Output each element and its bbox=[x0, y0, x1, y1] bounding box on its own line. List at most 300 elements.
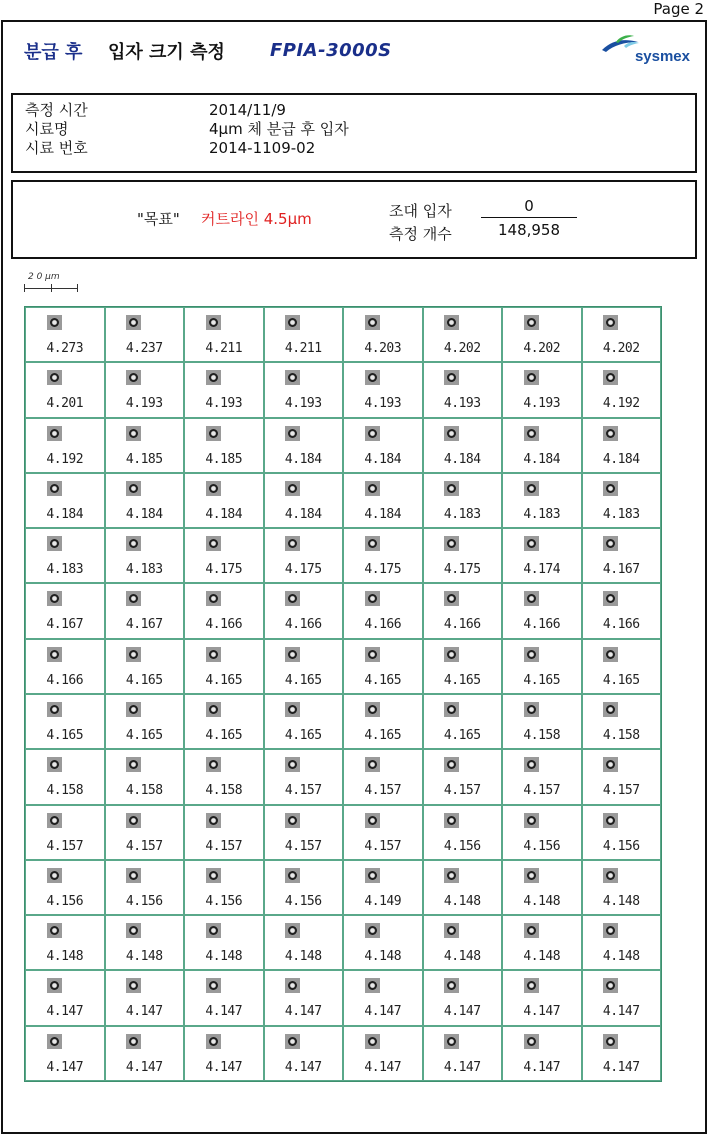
particle-cell bbox=[25, 307, 105, 362]
particle-cell bbox=[343, 915, 423, 970]
particle-image-icon bbox=[206, 370, 221, 385]
particle-cell bbox=[502, 749, 582, 804]
particle-diameter: 4.156 bbox=[125, 893, 163, 909]
particle-cell bbox=[264, 307, 344, 362]
particle-image-icon bbox=[444, 370, 459, 385]
particle-cell bbox=[502, 805, 582, 860]
particle-cell bbox=[582, 473, 662, 528]
particle-image-icon bbox=[444, 757, 459, 772]
particle-image-icon bbox=[524, 426, 539, 441]
particle-diameter: 4.148 bbox=[284, 949, 322, 965]
particle-cell bbox=[105, 528, 185, 583]
particle-image-icon bbox=[524, 481, 539, 496]
particle-diameter: 4.193 bbox=[125, 396, 163, 412]
particle-image-icon bbox=[444, 868, 459, 883]
particle-cell bbox=[423, 528, 503, 583]
particle-diameter: 4.193 bbox=[523, 396, 561, 412]
particle-image-icon bbox=[365, 315, 380, 330]
particle-image-icon bbox=[285, 1034, 300, 1049]
particle-diameter: 4.157 bbox=[523, 783, 561, 799]
particle-diameter: 4.149 bbox=[364, 893, 402, 909]
particle-image-icon bbox=[47, 536, 62, 551]
particle-diameter: 4.165 bbox=[284, 727, 322, 743]
particle-cell bbox=[264, 1026, 344, 1081]
particle-diameter: 4.165 bbox=[125, 727, 163, 743]
particle-diameter: 4.183 bbox=[523, 506, 561, 522]
particle-cell bbox=[184, 473, 264, 528]
particle-image-icon bbox=[603, 757, 618, 772]
info-label-time: 측정 시간 bbox=[25, 101, 88, 119]
particle-diameter: 4.273 bbox=[46, 341, 84, 356]
particle-diameter: 4.175 bbox=[205, 562, 243, 578]
particle-image-icon bbox=[206, 536, 221, 551]
particle-image-icon bbox=[285, 370, 300, 385]
particle-diameter: 4.148 bbox=[125, 949, 163, 965]
particle-cell bbox=[423, 473, 503, 528]
particle-cell bbox=[582, 1026, 662, 1081]
particle-diameter: 4.192 bbox=[46, 451, 84, 467]
particle-diameter: 4.166 bbox=[364, 617, 402, 633]
scale-bar-tick bbox=[51, 284, 52, 292]
particle-diameter: 4.148 bbox=[523, 893, 561, 909]
particle-image-icon bbox=[365, 1034, 380, 1049]
particle-image-icon bbox=[206, 813, 221, 828]
particle-cell bbox=[105, 583, 185, 638]
particle-cell bbox=[423, 860, 503, 915]
particle-diameter: 4.165 bbox=[364, 672, 402, 688]
particle-image-icon bbox=[47, 868, 62, 883]
particle-image-icon bbox=[126, 370, 141, 385]
particle-image-icon bbox=[444, 591, 459, 606]
particle-cell bbox=[343, 805, 423, 860]
particle-image-icon bbox=[126, 813, 141, 828]
particle-diameter: 4.166 bbox=[523, 617, 561, 633]
particle-cell bbox=[105, 418, 185, 473]
particle-diameter: 4.165 bbox=[443, 672, 481, 688]
particle-diameter: 4.166 bbox=[443, 617, 481, 633]
particle-image-icon bbox=[524, 702, 539, 717]
particle-image-icon bbox=[285, 813, 300, 828]
particle-cell bbox=[105, 1026, 185, 1081]
particle-diameter: 4.158 bbox=[46, 783, 84, 799]
particle-image-icon bbox=[365, 702, 380, 717]
particle-image-icon bbox=[47, 923, 62, 938]
particle-diameter: 4.157 bbox=[364, 783, 402, 799]
particle-cell bbox=[343, 860, 423, 915]
particle-diameter: 4.148 bbox=[205, 949, 243, 965]
particle-cell bbox=[502, 362, 582, 417]
target-label: "목표" bbox=[137, 210, 180, 228]
particle-image-icon bbox=[126, 426, 141, 441]
particle-cell bbox=[25, 805, 105, 860]
particle-diameter: 4.202 bbox=[602, 341, 640, 356]
particle-cell bbox=[582, 418, 662, 473]
particle-diameter: 4.156 bbox=[443, 838, 481, 854]
particle-image-icon bbox=[524, 591, 539, 606]
scale-bar bbox=[24, 272, 84, 298]
particle-image-icon bbox=[126, 315, 141, 330]
count-label: 측정 개수 bbox=[389, 225, 452, 243]
particle-diameter: 4.211 bbox=[205, 341, 243, 356]
particle-diameter: 4.184 bbox=[443, 451, 481, 467]
particle-cell bbox=[582, 639, 662, 694]
particle-image-icon bbox=[603, 481, 618, 496]
particle-cell bbox=[582, 970, 662, 1025]
particle-image-icon bbox=[444, 481, 459, 496]
particle-cell bbox=[343, 307, 423, 362]
particle-diameter: 4.183 bbox=[46, 562, 84, 578]
particle-diameter: 4.184 bbox=[523, 451, 561, 467]
info-label-sample-name: 시료명 bbox=[25, 120, 69, 138]
particle-image-icon bbox=[444, 536, 459, 551]
particle-cell bbox=[105, 915, 185, 970]
particle-diameter: 4.147 bbox=[46, 1004, 84, 1020]
sysmex-logo bbox=[594, 34, 690, 70]
particle-cell bbox=[582, 694, 662, 749]
particle-diameter: 4.156 bbox=[602, 838, 640, 854]
particle-image-icon bbox=[126, 702, 141, 717]
particle-image-icon bbox=[524, 757, 539, 772]
particle-image-icon bbox=[47, 978, 62, 993]
particle-cell bbox=[25, 749, 105, 804]
particle-diameter: 4.147 bbox=[125, 1059, 163, 1075]
particle-image-icon bbox=[524, 1034, 539, 1049]
particle-cell bbox=[105, 970, 185, 1025]
particle-diameter: 4.185 bbox=[205, 451, 243, 467]
particle-diameter: 4.193 bbox=[284, 396, 322, 412]
particle-cell bbox=[25, 1026, 105, 1081]
particle-diameter: 4.175 bbox=[284, 562, 322, 578]
particle-cell bbox=[502, 473, 582, 528]
particle-diameter: 4.211 bbox=[284, 341, 322, 356]
particle-cell bbox=[502, 639, 582, 694]
particle-diameter: 4.183 bbox=[125, 562, 163, 578]
particle-diameter: 4.147 bbox=[284, 1059, 322, 1075]
particle-image-icon bbox=[365, 370, 380, 385]
particle-cell bbox=[25, 639, 105, 694]
particle-cell bbox=[264, 528, 344, 583]
particle-cell bbox=[25, 583, 105, 638]
particle-diameter: 4.183 bbox=[443, 506, 481, 522]
particle-diameter: 4.167 bbox=[602, 562, 640, 578]
info-value-time: 2014/11/9 bbox=[209, 101, 286, 119]
particle-diameter: 4.156 bbox=[284, 893, 322, 909]
particle-diameter: 4.158 bbox=[523, 727, 561, 743]
particle-cell bbox=[184, 805, 264, 860]
particle-image-icon bbox=[444, 813, 459, 828]
particle-image-icon bbox=[444, 923, 459, 938]
particle-cell bbox=[264, 583, 344, 638]
particle-image-icon bbox=[365, 591, 380, 606]
particle-image-icon bbox=[47, 702, 62, 717]
particle-cell bbox=[264, 860, 344, 915]
particle-image-icon bbox=[603, 702, 618, 717]
particle-diameter: 4.237 bbox=[125, 341, 163, 356]
particle-diameter: 4.183 bbox=[602, 506, 640, 522]
particle-diameter: 4.202 bbox=[443, 341, 481, 356]
particle-diameter: 4.148 bbox=[602, 949, 640, 965]
particle-cell bbox=[264, 473, 344, 528]
particle-image-icon bbox=[444, 978, 459, 993]
particle-cell bbox=[582, 583, 662, 638]
particle-diameter: 4.202 bbox=[523, 341, 561, 356]
info-value-sample-name: 4μm 체 분급 후 입자 bbox=[209, 120, 349, 138]
particle-image-icon bbox=[47, 647, 62, 662]
particle-diameter: 4.158 bbox=[602, 727, 640, 743]
particle-cell bbox=[184, 694, 264, 749]
particle-diameter: 4.157 bbox=[284, 838, 322, 854]
particle-image-icon bbox=[47, 757, 62, 772]
particle-cell bbox=[105, 805, 185, 860]
particle-diameter: 4.147 bbox=[364, 1004, 402, 1020]
particle-diameter: 4.174 bbox=[523, 562, 561, 578]
particle-image-icon bbox=[365, 647, 380, 662]
particle-cell bbox=[343, 528, 423, 583]
particle-diameter: 4.193 bbox=[443, 396, 481, 412]
particle-cell bbox=[184, 528, 264, 583]
sample-info-box bbox=[11, 93, 697, 173]
particle-diameter: 4.148 bbox=[523, 949, 561, 965]
particle-image-icon bbox=[285, 481, 300, 496]
particle-cell bbox=[25, 528, 105, 583]
particle-diameter: 4.165 bbox=[523, 672, 561, 688]
particle-diameter: 4.184 bbox=[364, 451, 402, 467]
scale-bar-tick bbox=[77, 284, 78, 292]
particle-cell bbox=[105, 307, 185, 362]
particle-cell bbox=[502, 694, 582, 749]
particle-diameter: 4.175 bbox=[443, 562, 481, 578]
particle-diameter: 4.184 bbox=[46, 506, 84, 522]
particle-image-icon bbox=[206, 315, 221, 330]
particle-image-icon bbox=[603, 536, 618, 551]
particle-diameter: 4.184 bbox=[284, 506, 322, 522]
particle-cell bbox=[105, 362, 185, 417]
particle-image-icon bbox=[285, 426, 300, 441]
particle-diameter: 4.148 bbox=[364, 949, 402, 965]
particle-cell bbox=[25, 915, 105, 970]
particle-diameter: 4.156 bbox=[205, 893, 243, 909]
info-value-sample-number: 2014-1109-02 bbox=[209, 139, 316, 157]
particle-image-icon bbox=[444, 315, 459, 330]
particle-diameter: 4.147 bbox=[364, 1059, 402, 1075]
particle-cell bbox=[502, 915, 582, 970]
particle-cell bbox=[264, 418, 344, 473]
particle-diameter: 4.167 bbox=[125, 617, 163, 633]
particle-image-icon bbox=[47, 315, 62, 330]
particle-diameter: 4.167 bbox=[46, 617, 84, 633]
particle-cell bbox=[343, 1026, 423, 1081]
particle-diameter: 4.201 bbox=[46, 396, 84, 412]
particle-image-icon bbox=[126, 757, 141, 772]
particle-image-icon bbox=[603, 978, 618, 993]
particle-image-icon bbox=[206, 481, 221, 496]
particle-image-icon bbox=[47, 1034, 62, 1049]
particle-image-icon bbox=[206, 702, 221, 717]
particle-diameter: 4.158 bbox=[205, 783, 243, 799]
particle-diameter: 4.148 bbox=[46, 949, 84, 965]
particle-diameter: 4.157 bbox=[602, 783, 640, 799]
particle-cell bbox=[502, 418, 582, 473]
count-value: 148,958 bbox=[497, 221, 561, 239]
particle-diameter: 4.165 bbox=[205, 727, 243, 743]
particle-diameter: 4.165 bbox=[205, 672, 243, 688]
particle-image-icon bbox=[206, 757, 221, 772]
particle-cell bbox=[105, 749, 185, 804]
particle-image-icon bbox=[365, 757, 380, 772]
particle-image-icon bbox=[444, 702, 459, 717]
particle-cell bbox=[343, 583, 423, 638]
particle-image-icon bbox=[365, 426, 380, 441]
particle-cell bbox=[582, 528, 662, 583]
particle-diameter: 4.147 bbox=[523, 1059, 561, 1075]
particle-diameter: 4.147 bbox=[443, 1059, 481, 1075]
particle-image-icon bbox=[47, 426, 62, 441]
particle-cell bbox=[502, 528, 582, 583]
particle-image-icon bbox=[603, 315, 618, 330]
particle-image-icon bbox=[524, 868, 539, 883]
particle-cell bbox=[423, 749, 503, 804]
particle-image-icon bbox=[47, 591, 62, 606]
particle-diameter: 4.156 bbox=[523, 838, 561, 854]
particle-cell bbox=[184, 749, 264, 804]
particle-image-icon bbox=[365, 813, 380, 828]
particle-diameter: 4.165 bbox=[284, 672, 322, 688]
particle-image-icon bbox=[285, 315, 300, 330]
particle-diameter: 4.147 bbox=[284, 1004, 322, 1020]
particle-diameter: 4.165 bbox=[602, 672, 640, 688]
particle-image-icon bbox=[126, 647, 141, 662]
particle-image-icon bbox=[365, 481, 380, 496]
particle-image-icon bbox=[126, 1034, 141, 1049]
particle-image-icon bbox=[206, 923, 221, 938]
particle-cell bbox=[264, 805, 344, 860]
particle-image-icon bbox=[285, 923, 300, 938]
particle-cell bbox=[423, 970, 503, 1025]
stat-divider bbox=[481, 217, 577, 218]
particle-cell bbox=[343, 694, 423, 749]
particle-image-icon bbox=[126, 978, 141, 993]
particle-image-icon bbox=[206, 426, 221, 441]
particle-diameter: 4.147 bbox=[602, 1004, 640, 1020]
particle-cell bbox=[423, 362, 503, 417]
particle-cell bbox=[423, 583, 503, 638]
particle-diameter: 4.147 bbox=[443, 1004, 481, 1020]
particle-cell bbox=[582, 307, 662, 362]
particle-diameter: 4.203 bbox=[364, 341, 402, 356]
page-number: Page 2 bbox=[653, 0, 704, 18]
particle-diameter: 4.158 bbox=[125, 783, 163, 799]
particle-cell bbox=[582, 362, 662, 417]
particle-cell bbox=[423, 418, 503, 473]
particle-image-icon bbox=[206, 978, 221, 993]
particle-diameter: 4.184 bbox=[602, 451, 640, 467]
particle-cell bbox=[184, 970, 264, 1025]
particle-image-icon bbox=[206, 868, 221, 883]
particle-cell bbox=[25, 970, 105, 1025]
particle-image-icon bbox=[47, 370, 62, 385]
report-title: 입자 크기 측정 bbox=[108, 42, 225, 63]
particle-cell bbox=[343, 473, 423, 528]
particle-cell bbox=[264, 362, 344, 417]
report-header bbox=[24, 38, 694, 68]
particle-cell bbox=[25, 473, 105, 528]
particle-diameter: 4.147 bbox=[205, 1059, 243, 1075]
particle-cell bbox=[25, 860, 105, 915]
particle-image-icon bbox=[603, 868, 618, 883]
particle-cell bbox=[264, 915, 344, 970]
particle-diameter: 4.157 bbox=[46, 838, 84, 854]
particle-cell bbox=[184, 307, 264, 362]
particle-cell bbox=[502, 1026, 582, 1081]
particle-cell bbox=[25, 694, 105, 749]
particle-image-icon bbox=[206, 647, 221, 662]
particle-diameter: 4.166 bbox=[284, 617, 322, 633]
particle-diameter: 4.147 bbox=[602, 1059, 640, 1075]
particle-cell bbox=[184, 860, 264, 915]
target-summary-box bbox=[11, 180, 697, 259]
particle-image-icon bbox=[126, 536, 141, 551]
particle-cell bbox=[25, 362, 105, 417]
particle-cell bbox=[582, 749, 662, 804]
coarse-label: 조대 입자 bbox=[389, 202, 452, 220]
particle-cell bbox=[423, 805, 503, 860]
particle-cell bbox=[25, 418, 105, 473]
particle-diameter: 4.165 bbox=[46, 727, 84, 743]
particle-image-icon bbox=[126, 868, 141, 883]
particle-cell bbox=[582, 915, 662, 970]
particle-cell bbox=[264, 749, 344, 804]
particle-cell bbox=[264, 970, 344, 1025]
particle-cell bbox=[502, 970, 582, 1025]
particle-cell bbox=[184, 583, 264, 638]
particle-diameter: 4.157 bbox=[125, 838, 163, 854]
particle-diameter: 4.165 bbox=[443, 727, 481, 743]
scale-bar-tick bbox=[24, 284, 25, 292]
particle-diameter: 4.193 bbox=[205, 396, 243, 412]
particle-cell bbox=[184, 1026, 264, 1081]
particle-cell bbox=[423, 915, 503, 970]
particle-image-icon bbox=[603, 813, 618, 828]
particle-image-icon bbox=[285, 591, 300, 606]
particle-diameter: 4.166 bbox=[46, 672, 84, 688]
particle-image-icon bbox=[206, 591, 221, 606]
particle-diameter: 4.184 bbox=[205, 506, 243, 522]
instrument-model: FPIA-3000S bbox=[270, 40, 392, 61]
coarse-value: 0 bbox=[524, 197, 534, 215]
particle-cell bbox=[264, 694, 344, 749]
particle-cell bbox=[105, 639, 185, 694]
particle-diameter: 4.148 bbox=[443, 949, 481, 965]
particle-diameter: 4.147 bbox=[46, 1059, 84, 1075]
particle-cell bbox=[105, 860, 185, 915]
particle-cell bbox=[582, 860, 662, 915]
particle-image-icon bbox=[603, 591, 618, 606]
particle-cell bbox=[105, 694, 185, 749]
particle-image-icon bbox=[206, 1034, 221, 1049]
particle-diameter: 4.157 bbox=[284, 783, 322, 799]
particle-cell bbox=[184, 418, 264, 473]
particle-diameter: 4.184 bbox=[125, 506, 163, 522]
particle-cell bbox=[423, 694, 503, 749]
particle-cell bbox=[343, 639, 423, 694]
particle-cell bbox=[343, 970, 423, 1025]
scale-bar-label: 2 0 μm bbox=[28, 272, 60, 282]
particle-image-icon bbox=[603, 1034, 618, 1049]
particle-diameter: 4.166 bbox=[602, 617, 640, 633]
particle-image-icon bbox=[47, 813, 62, 828]
particle-diameter: 4.147 bbox=[205, 1004, 243, 1020]
particle-image-icon bbox=[285, 647, 300, 662]
